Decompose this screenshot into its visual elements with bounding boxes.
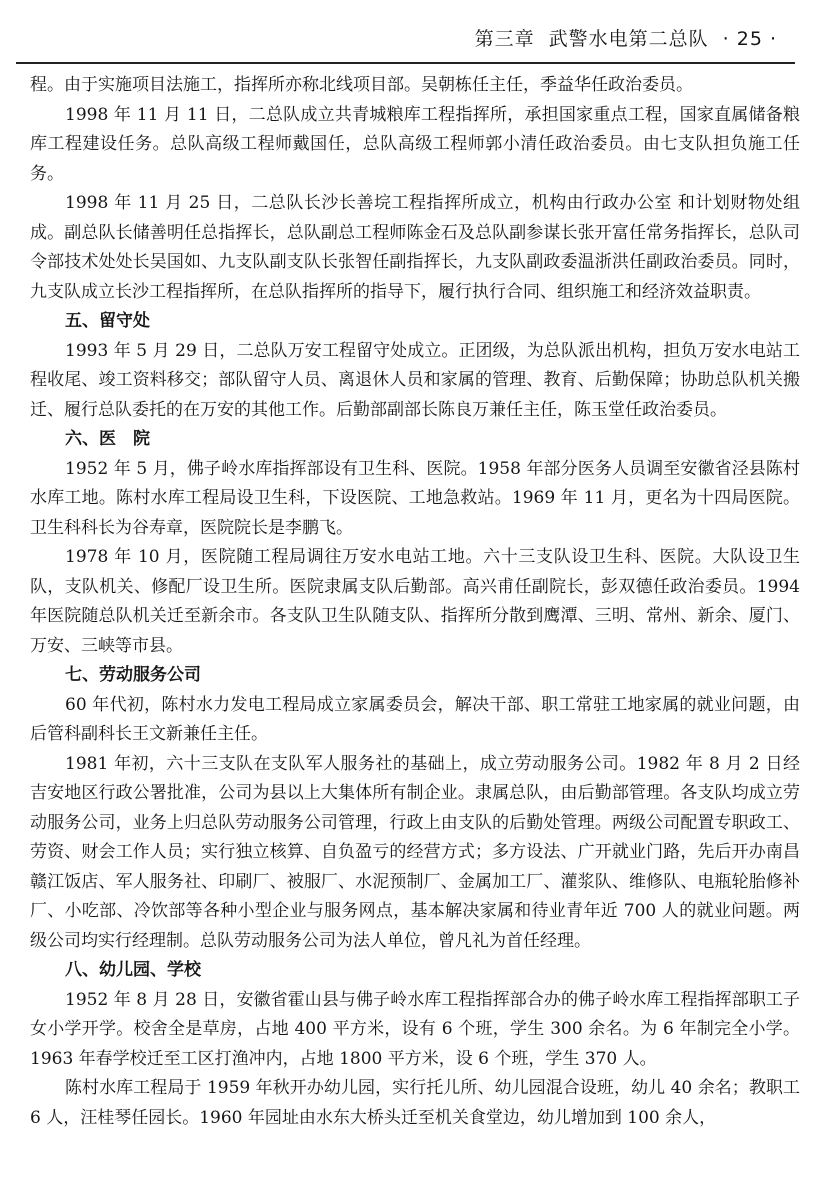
paragraph: 陈村水库工程局于 1959 年秋开办幼儿园，实行托儿所、幼儿园混合设班，幼儿 40 余名；教职工 6 人，汪桂琴任园长。1960 年园址由水东大桥头迁至机关食堂边，幼儿增加到 100 余人， — [30, 1078, 800, 1128]
paragraph: 1998 年 11 月 11 日，二总队成立共青城粮库工程指挥所，承担国家重点工程，国家直属储备粮库工程建设任务。总队高级工程师戴国任，总队高级工程师郭小清任政治委员。由七支队担负施工任务。 — [30, 104, 800, 184]
chapter-label: 第三章 — [474, 28, 535, 50]
paragraph: 1978 年 10 月，医院随工程局调往万安水电站工地。六十三支队设卫生科、医院。大队设卫生队，支队机关、修配厂设卫生所。医院隶属支队后勤部。高兴甫任副院长，彭双德任政治委员。1994 年医院随总队机关迁至新余市。各支队卫生队随支队、指挥所分散到鹰潭、三明、常州、新余、厦门、万安、三峡等市县。 — [30, 547, 800, 656]
paragraph: 1952 年 5 月，佛子岭水库指挥部设有卫生科、医院。1958 年部分医务人员调至安徽省泾县陈村水库工地。陈村水库工程局设卫生科，下设医院、工地急救站。1969 年 11 月，更名为十四局医院。卫生科科长为谷寿章，医院院长是李鹏飞。 — [30, 458, 800, 538]
paragraph: 程。由于实施项目法施工，指挥所亦称北线项目部。吴朝栋任主任，季益华任政治委员。 — [30, 75, 693, 95]
section-heading: 六、医 院 — [65, 429, 150, 449]
paragraph: 1998 年 11 月 25 日，二总队长沙长善垸工程指挥所成立，机构由行政办公室 和计划财物处组成。副总队长储善明任总指挥长，总队副总工程师陈金石及总队副参谋长张开富任常务指挥长，总队司令部技术处处长吴国如、九支队副支队长张智任副指挥长，九支队副政委温浙洪任副政治委员。同时，九支队成立长沙工程指挥所，在总队指挥所的指导下，履行执行合同、组织施工和经济效益职责。 — [30, 193, 800, 302]
chapter-title: 武警水电第二总队 — [548, 28, 709, 50]
paragraph: 1952 年 8 月 28 日，安徽省霍山县与佛子岭水库工程指挥部合办的佛子岭水库工程指挥部职工子女小学开学。校舍全是草房，占地 400 平方米，设有 6 个班，学生 300 余名。为 6 年制完全小学。1963 年春学校迁至工区打渔冲内，占地 1800 平方米，设 6 个班，学生 370 人。 — [30, 989, 800, 1069]
paragraph: 1981 年初，六十三支队在支队军人服务社的基础上，成立劳动服务公司。1982 年 8 月 2 日经吉安地区行政公署批准，公司为县以上大集体所有制企业。隶属总队，由后勤部管理。各支队均成立劳动服务公司，业务上归总队劳动服务公司管理，行政上由支队的后勤处管理。两级公司配置专职政工、劳资、财会工作人员；实行独立核算、自负盈亏的经营方式；多方设法、广开就业门路，先后开办南昌赣江饭店、军人服务社、印刷厂、被服厂、水泥预制厂、金属加工厂、灌浆队、维修队、电瓶轮胎修补厂、小吃部、冷饮部等各种小型企业与服务网点，基本解决家属和待业青年近 700 人的就业问题。两级公司均实行经理制。总队劳动服务公司为法人单位，曾凡礼为首任经理。 — [30, 753, 800, 951]
running-header — [475, 24, 777, 51]
section-heading: 七、劳动服务公司 — [65, 665, 201, 685]
page-number: · 25 · — [722, 28, 777, 50]
paragraph: 1993 年 5 月 29 日，二总队万安工程留守处成立。正团级，为总队派出机构，担负万安水电站工程收尾、竣工资料移交；部队留守人员、离退休人员和家属的管理、教育、后勤保障；协助总队机关搬迁、履行总队委托的在万安的其他工作。后勤部副部长陈良万兼任主任，陈玉堂任政治委员。 — [30, 340, 800, 420]
body-text — [30, 71, 800, 1133]
header-rule — [16, 62, 795, 64]
paragraph: 60 年代初，陈村水力发电工程局成立家属委员会，解决干部、职工常驻工地家属的就业问题，由后管科副科长王文新兼任主任。 — [30, 694, 800, 744]
section-heading: 八、幼儿园、学校 — [65, 960, 201, 980]
section-heading: 五、留守处 — [65, 311, 150, 331]
